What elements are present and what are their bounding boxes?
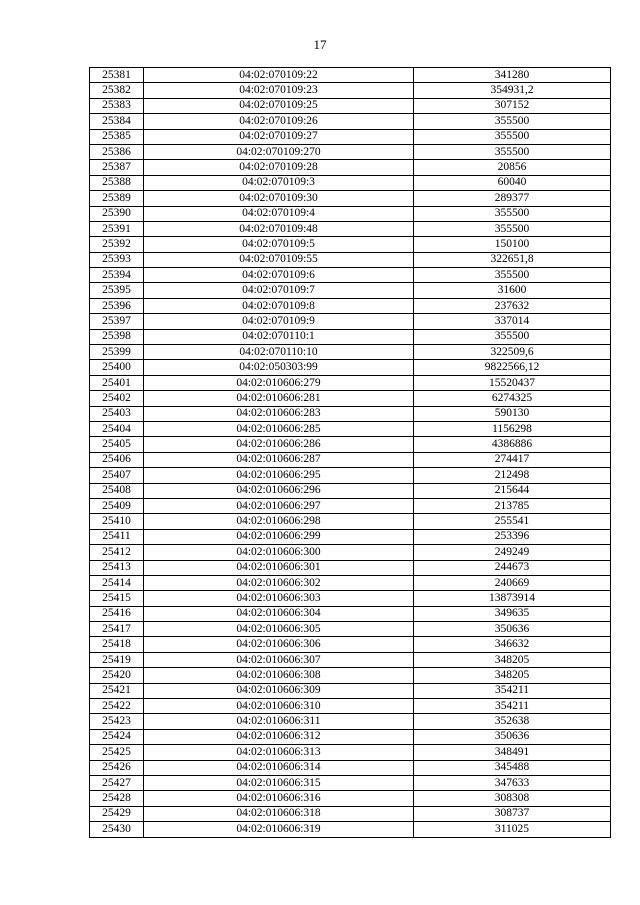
value-cell: 9822566,12 [414, 360, 611, 375]
row-number-cell: 25420 [90, 668, 144, 683]
cadastral-number-cell: 04:02:010606:314 [144, 760, 414, 775]
value-cell: 249249 [414, 545, 611, 560]
cadastral-number-cell: 04:02:070109:6 [144, 268, 414, 283]
value-cell: 322509,6 [414, 345, 611, 360]
row-number-cell: 25408 [90, 483, 144, 498]
value-cell: 308737 [414, 806, 611, 821]
value-cell: 347633 [414, 775, 611, 790]
row-number-cell: 25394 [90, 268, 144, 283]
row-number-cell: 25397 [90, 314, 144, 329]
row-number-cell: 25392 [90, 237, 144, 252]
row-number-cell: 25427 [90, 775, 144, 790]
table-row [90, 699, 611, 714]
value-cell: 355500 [414, 129, 611, 144]
row-number-cell: 25422 [90, 699, 144, 714]
cadastral-number-cell: 04:02:070109:3 [144, 175, 414, 190]
cadastral-number-cell: 04:02:010606:316 [144, 791, 414, 806]
row-number-cell: 25385 [90, 129, 144, 144]
row-number-cell: 25417 [90, 622, 144, 637]
row-number-cell: 25391 [90, 221, 144, 236]
row-number-cell: 25389 [90, 191, 144, 206]
value-cell: 15520437 [414, 375, 611, 390]
cadastral-number-cell: 04:02:070109:8 [144, 298, 414, 313]
cadastral-number-cell: 04:02:070109:22 [144, 68, 414, 83]
value-cell: 349635 [414, 606, 611, 621]
value-cell: 212498 [414, 468, 611, 483]
row-number-cell: 25407 [90, 468, 144, 483]
cadastral-number-cell: 04:02:070109:5 [144, 237, 414, 252]
row-number-cell: 25412 [90, 545, 144, 560]
value-cell: 253396 [414, 529, 611, 544]
value-cell: 348205 [414, 652, 611, 667]
cadastral-number-cell: 04:02:070110:10 [144, 345, 414, 360]
row-number-cell: 25413 [90, 560, 144, 575]
table-row [90, 683, 611, 698]
table-row [90, 329, 611, 344]
table-row [90, 560, 611, 575]
table-row [90, 175, 611, 190]
row-number-cell: 25418 [90, 637, 144, 652]
value-cell: 352638 [414, 714, 611, 729]
value-cell: 355500 [414, 114, 611, 129]
value-cell: 590130 [414, 406, 611, 421]
table-row [90, 637, 611, 652]
cadastral-number-cell: 04:02:070109:23 [144, 83, 414, 98]
table-row [90, 83, 611, 98]
table-row [90, 144, 611, 159]
value-cell: 346632 [414, 637, 611, 652]
value-cell: 355500 [414, 329, 611, 344]
row-number-cell: 25416 [90, 606, 144, 621]
row-number-cell: 25388 [90, 175, 144, 190]
table-row [90, 729, 611, 744]
table-row [90, 314, 611, 329]
row-number-cell: 25382 [90, 83, 144, 98]
table-row [90, 606, 611, 621]
row-number-cell: 25414 [90, 575, 144, 590]
cadastral-number-cell: 04:02:010606:304 [144, 606, 414, 621]
table-row [90, 514, 611, 529]
row-number-cell: 25419 [90, 652, 144, 667]
value-cell: 337014 [414, 314, 611, 329]
table-row [90, 545, 611, 560]
table-row [90, 421, 611, 436]
row-number-cell: 25398 [90, 329, 144, 344]
value-cell: 240669 [414, 575, 611, 590]
value-cell: 150100 [414, 237, 611, 252]
table-row [90, 298, 611, 313]
row-number-cell: 25387 [90, 160, 144, 175]
cadastral-number-cell: 04:02:010606:285 [144, 421, 414, 436]
value-cell: 289377 [414, 191, 611, 206]
row-number-cell: 25425 [90, 745, 144, 760]
value-cell: 6274325 [414, 391, 611, 406]
cadastral-number-cell: 04:02:010606:286 [144, 437, 414, 452]
value-cell: 345488 [414, 760, 611, 775]
cadastral-number-cell: 04:02:010606:312 [144, 729, 414, 744]
row-number-cell: 25415 [90, 591, 144, 606]
table-row [90, 391, 611, 406]
cadastral-number-cell: 04:02:070109:4 [144, 206, 414, 221]
table-row [90, 221, 611, 236]
value-cell: 350636 [414, 729, 611, 744]
row-number-cell: 25381 [90, 68, 144, 83]
table-row [90, 714, 611, 729]
cadastral-number-cell: 04:02:010606:295 [144, 468, 414, 483]
cadastral-number-cell: 04:02:010606:313 [144, 745, 414, 760]
value-cell: 354931,2 [414, 83, 611, 98]
value-cell: 355500 [414, 144, 611, 159]
row-number-cell: 25429 [90, 806, 144, 821]
row-number-cell: 25410 [90, 514, 144, 529]
table-row [90, 775, 611, 790]
cadastral-number-cell: 04:02:010606:281 [144, 391, 414, 406]
table-row [90, 622, 611, 637]
table-row [90, 529, 611, 544]
value-cell: 60040 [414, 175, 611, 190]
row-number-cell: 25400 [90, 360, 144, 375]
row-number-cell: 25399 [90, 345, 144, 360]
cadastral-number-cell: 04:02:070109:28 [144, 160, 414, 175]
table-row [90, 498, 611, 513]
row-number-cell: 25403 [90, 406, 144, 421]
value-cell: 4386886 [414, 437, 611, 452]
cadastral-number-cell: 04:02:070109:9 [144, 314, 414, 329]
row-number-cell: 25404 [90, 421, 144, 436]
cadastral-number-cell: 04:02:010606:318 [144, 806, 414, 821]
cadastral-number-cell: 04:02:010606:315 [144, 775, 414, 790]
value-cell: 20856 [414, 160, 611, 175]
value-cell: 307152 [414, 98, 611, 113]
row-number-cell: 25405 [90, 437, 144, 452]
row-number-cell: 25396 [90, 298, 144, 313]
value-cell: 308308 [414, 791, 611, 806]
row-number-cell: 25411 [90, 529, 144, 544]
table-row [90, 806, 611, 821]
row-number-cell: 25395 [90, 283, 144, 298]
row-number-cell: 25402 [90, 391, 144, 406]
cadastral-number-cell: 04:02:010606:307 [144, 652, 414, 667]
registry-table-body [90, 68, 611, 838]
table-row [90, 668, 611, 683]
value-cell: 354211 [414, 683, 611, 698]
table-row [90, 652, 611, 667]
value-cell: 355500 [414, 221, 611, 236]
row-number-cell: 25401 [90, 375, 144, 390]
table-row [90, 268, 611, 283]
value-cell: 322651,8 [414, 252, 611, 267]
cadastral-number-cell: 04:02:070109:30 [144, 191, 414, 206]
value-cell: 350636 [414, 622, 611, 637]
cadastral-number-cell: 04:02:010606:305 [144, 622, 414, 637]
table-row [90, 822, 611, 837]
value-cell: 348491 [414, 745, 611, 760]
value-cell: 215644 [414, 483, 611, 498]
value-cell: 31600 [414, 283, 611, 298]
registry-table [89, 67, 611, 838]
cadastral-number-cell: 04:02:010606:299 [144, 529, 414, 544]
cadastral-number-cell: 04:02:070109:26 [144, 114, 414, 129]
cadastral-number-cell: 04:02:010606:310 [144, 699, 414, 714]
table-row [90, 483, 611, 498]
row-number-cell: 25384 [90, 114, 144, 129]
row-number-cell: 25423 [90, 714, 144, 729]
table-row [90, 591, 611, 606]
cadastral-number-cell: 04:02:010606:309 [144, 683, 414, 698]
value-cell: 341280 [414, 68, 611, 83]
value-cell: 355500 [414, 206, 611, 221]
cadastral-number-cell: 04:02:010606:308 [144, 668, 414, 683]
cadastral-number-cell: 04:02:070109:55 [144, 252, 414, 267]
cadastral-number-cell: 04:02:010606:298 [144, 514, 414, 529]
table-row [90, 114, 611, 129]
table-row [90, 98, 611, 113]
cadastral-number-cell: 04:02:070109:48 [144, 221, 414, 236]
row-number-cell: 25428 [90, 791, 144, 806]
table-row [90, 437, 611, 452]
value-cell: 13873914 [414, 591, 611, 606]
row-number-cell: 25421 [90, 683, 144, 698]
row-number-cell: 25383 [90, 98, 144, 113]
table-row [90, 237, 611, 252]
value-cell: 355500 [414, 268, 611, 283]
cadastral-number-cell: 04:02:010606:279 [144, 375, 414, 390]
value-cell: 274417 [414, 452, 611, 467]
value-cell: 354211 [414, 699, 611, 714]
row-number-cell: 25390 [90, 206, 144, 221]
table-row [90, 575, 611, 590]
cadastral-number-cell: 04:02:010606:319 [144, 822, 414, 837]
table-row [90, 360, 611, 375]
value-cell: 237632 [414, 298, 611, 313]
cadastral-number-cell: 04:02:010606:311 [144, 714, 414, 729]
cadastral-number-cell: 04:02:010606:300 [144, 545, 414, 560]
table-row [90, 129, 611, 144]
cadastral-number-cell: 04:02:010606:287 [144, 452, 414, 467]
cadastral-number-cell: 04:02:010606:296 [144, 483, 414, 498]
cadastral-number-cell: 04:02:010606:301 [144, 560, 414, 575]
table-row [90, 191, 611, 206]
table-row [90, 283, 611, 298]
value-cell: 311025 [414, 822, 611, 837]
table-row [90, 452, 611, 467]
cadastral-number-cell: 04:02:010606:303 [144, 591, 414, 606]
row-number-cell: 25406 [90, 452, 144, 467]
cadastral-number-cell: 04:02:010606:306 [144, 637, 414, 652]
cadastral-number-cell: 04:02:070109:7 [144, 283, 414, 298]
row-number-cell: 25426 [90, 760, 144, 775]
value-cell: 213785 [414, 498, 611, 513]
table-row [90, 160, 611, 175]
value-cell: 255541 [414, 514, 611, 529]
cadastral-number-cell: 04:02:010606:297 [144, 498, 414, 513]
cadastral-number-cell: 04:02:070109:27 [144, 129, 414, 144]
row-number-cell: 25430 [90, 822, 144, 837]
table-row [90, 468, 611, 483]
table-row [90, 375, 611, 390]
row-number-cell: 25409 [90, 498, 144, 513]
cadastral-number-cell: 04:02:050303:99 [144, 360, 414, 375]
row-number-cell: 25424 [90, 729, 144, 744]
table-row [90, 68, 611, 83]
table-row [90, 745, 611, 760]
table-row [90, 206, 611, 221]
value-cell: 348205 [414, 668, 611, 683]
cadastral-number-cell: 04:02:070109:25 [144, 98, 414, 113]
row-number-cell: 25386 [90, 144, 144, 159]
table-row [90, 345, 611, 360]
cadastral-number-cell: 04:02:070110:1 [144, 329, 414, 344]
cadastral-number-cell: 04:02:010606:302 [144, 575, 414, 590]
cadastral-number-cell: 04:02:070109:270 [144, 144, 414, 159]
table-row [90, 760, 611, 775]
page-number: 17 [313, 37, 327, 52]
cadastral-number-cell: 04:02:010606:283 [144, 406, 414, 421]
table-row [90, 406, 611, 421]
table-row [90, 791, 611, 806]
row-number-cell: 25393 [90, 252, 144, 267]
value-cell: 244673 [414, 560, 611, 575]
table-row [90, 252, 611, 267]
value-cell: 1156298 [414, 421, 611, 436]
